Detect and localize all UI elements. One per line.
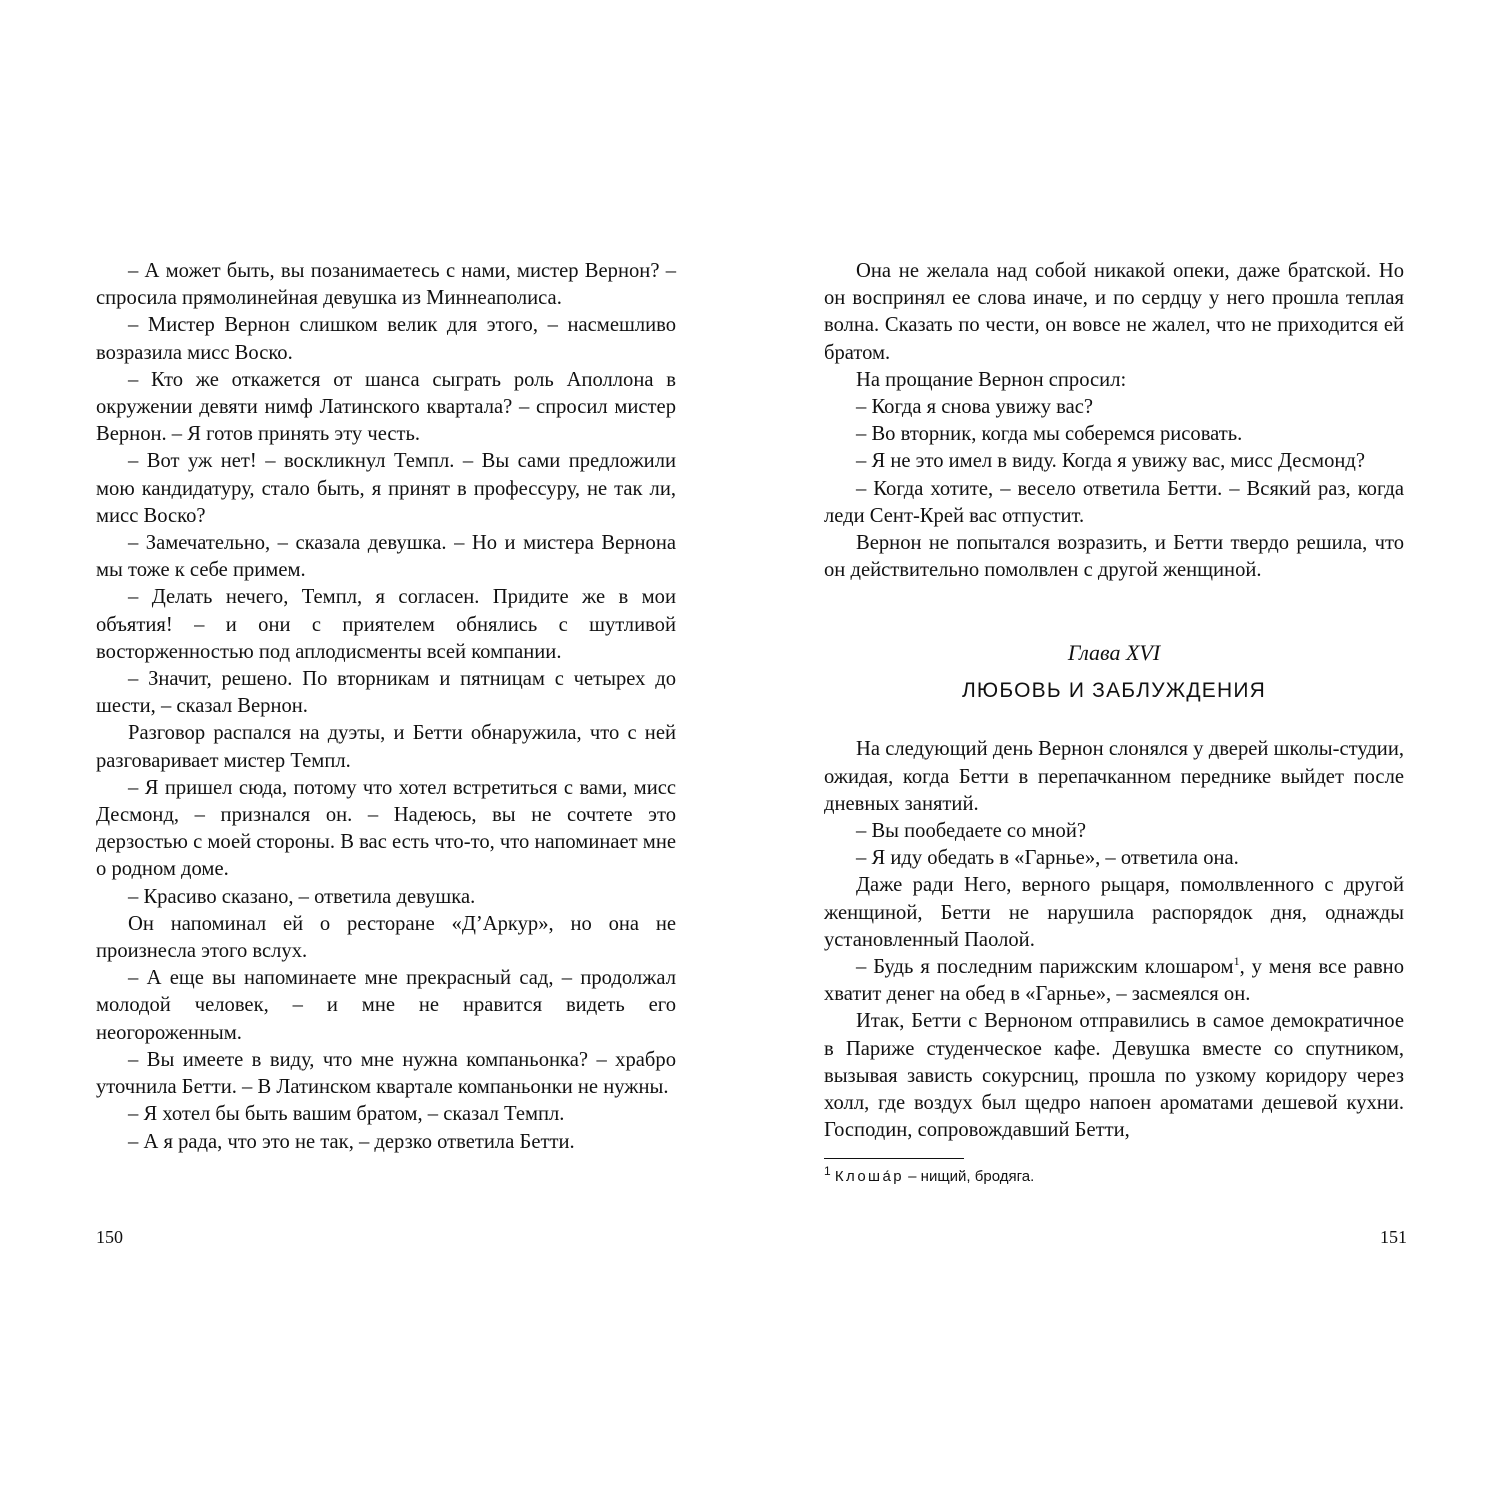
footnote-marker: 1 (1233, 954, 1240, 969)
paragraph-text: – Будь я последним парижским клошаром (856, 956, 1234, 979)
paragraph: – Вы пообедаете со мной? (856, 820, 1087, 843)
right-page (824, 258, 1404, 1187)
paragraph: Итак, Бетти с Верноном отправились в самое демократичное в Париже студенческое кафе. Девушка вместе со спутником, вызывая зависть сокурсниц, прошла по узкому коридору через холл, где воздух был щедро напоен ароматами дешевой кухни. Господин, сопровождавший Бетти, (824, 1010, 1404, 1142)
footnote-rule (824, 1158, 964, 1159)
paragraph: Разговор распался на дуэты, и Бетти обнаружила, что с ней разговаривает мистер Темпл. (96, 722, 676, 772)
paragraph: – А может быть, вы позанимаетесь с нами, мистер Вернон? – спросила прямолинейная девушка из Миннеаполиса. (96, 260, 676, 310)
paragraph: – Я пришел сюда, потому что хотел встретиться с вами, мисс Десмонд, – признался он. – Надеюсь, вы не сочтете это дерзостью с моей стороны. В вас есть что-то, что напоминает мне о родном доме. (96, 776, 676, 881)
left-page (96, 258, 676, 1156)
paragraph: Даже ради Него, верного рыцаря, помолвленного с другой женщиной, Бетти не нарушила распорядок дня, однажды установленный Паолой. (824, 874, 1404, 951)
paragraph: На прощание Вернон спросил: (856, 368, 1127, 391)
page-number-left: 150 (96, 1227, 123, 1247)
paragraph: – А еще вы напоминаете мне прекрасный сад, – продолжал молодой человек, – и мне не нравится видеть его неогороженным. (96, 967, 676, 1044)
chapter-title: ЛЮБОВЬ И ЗАБЛУЖДЕНИЯ (961, 679, 1267, 703)
paragraph: – Когда я снова увижу вас? (856, 396, 1094, 419)
paragraph: Она не желала над собой никакой опеки, даже братской. Но он воспринял ее слова иначе, и по сердцу у него прошла теплая волна. Сказать по чести, он вовсе не жалел, что не приходится ей братом. (824, 260, 1404, 364)
paragraph: – Значит, решено. По вторникам и пятницам с четырех до шести, – сказал Вернон. (96, 668, 676, 718)
paragraph: Он напоминал ей о ресторане «Д’Аркур», но она не произнесла этого вслух. (96, 912, 676, 963)
paragraph: – Делать нечего, Темпл, я согласен. Придите же в мои объятия! – и они с приятелем обнялись с шутливой восторженностью под аплодисменты всей компании. (96, 586, 676, 663)
paragraph: На следующий день Вернон слонялся у дверей школы-студии, ожидая, когда Бетти в перепачканном переднике выйдет после дневных занятий. (824, 738, 1404, 815)
chapter-label: Глава XVI (1067, 640, 1161, 666)
footnote-term: Клоша́р (834, 1168, 904, 1186)
paragraph: – Во вторник, когда мы соберемся рисовать. (856, 423, 1243, 446)
paragraph: – Я хотел бы быть вашим братом, – сказал Темпл. (128, 1103, 565, 1126)
paragraph: – Замечательно, – сказала девушка. – Но и мистера Вернона мы тоже к себе примем. (96, 532, 676, 582)
paragraph: – Я не это имел в виду. Когда я увижу вас, мисс Десмонд? (856, 450, 1366, 473)
footnote (824, 1164, 1404, 1187)
page-number-right: 151 (1380, 1227, 1407, 1247)
paragraph: – Вот уж нет! – воскликнул Темпл. – Вы сами предложили мою кандидатуру, стало быть, я принят в профессуру, не так ли, мисс Воско? (96, 450, 676, 527)
paragraph: – Я иду обедать в «Гарнье», – ответила она. (856, 847, 1239, 870)
footnote-definition: – нищий, бродяга. (903, 1168, 1035, 1186)
paragraph-text: , у меня все равно хватит денег на обед в «Гарнье», – засмеялся он. (824, 956, 1404, 1006)
paragraph: – Мистер Вернон слишком велик для этого, – насмешливо возразила мисс Воско. (96, 314, 676, 364)
paragraph: Вернон не попытался возразить, и Бетти твердо решила, что он действительно помолвлен с другой женщиной. (824, 532, 1404, 582)
paragraph: – Когда хотите, – весело ответила Бетти. – Всякий раз, когда леди Сент-Крей вас отпустит. (824, 477, 1404, 527)
paragraph-with-footnote (824, 954, 1404, 1008)
paragraph: – Красиво сказано, – ответила девушка. (128, 885, 476, 908)
chapter-spacer (824, 584, 1404, 638)
paragraph: – А я рада, что это не так, – дерзко ответила Бетти. (128, 1130, 575, 1153)
chapter-spacer (824, 706, 1404, 736)
paragraph: – Вы имеете в виду, что мне нужна компаньонка? – храбро уточнила Бетти. – В Латинском квартале компаньонки не нужны. (96, 1048, 676, 1099)
footnote-number: 1 (824, 1164, 831, 1179)
paragraph: – Кто же откажется от шанса сыграть роль Аполлона в окружении девяти нимф Латинского квартала? – спросил мистер Вернон. – Я готов принять эту честь. (96, 368, 676, 446)
